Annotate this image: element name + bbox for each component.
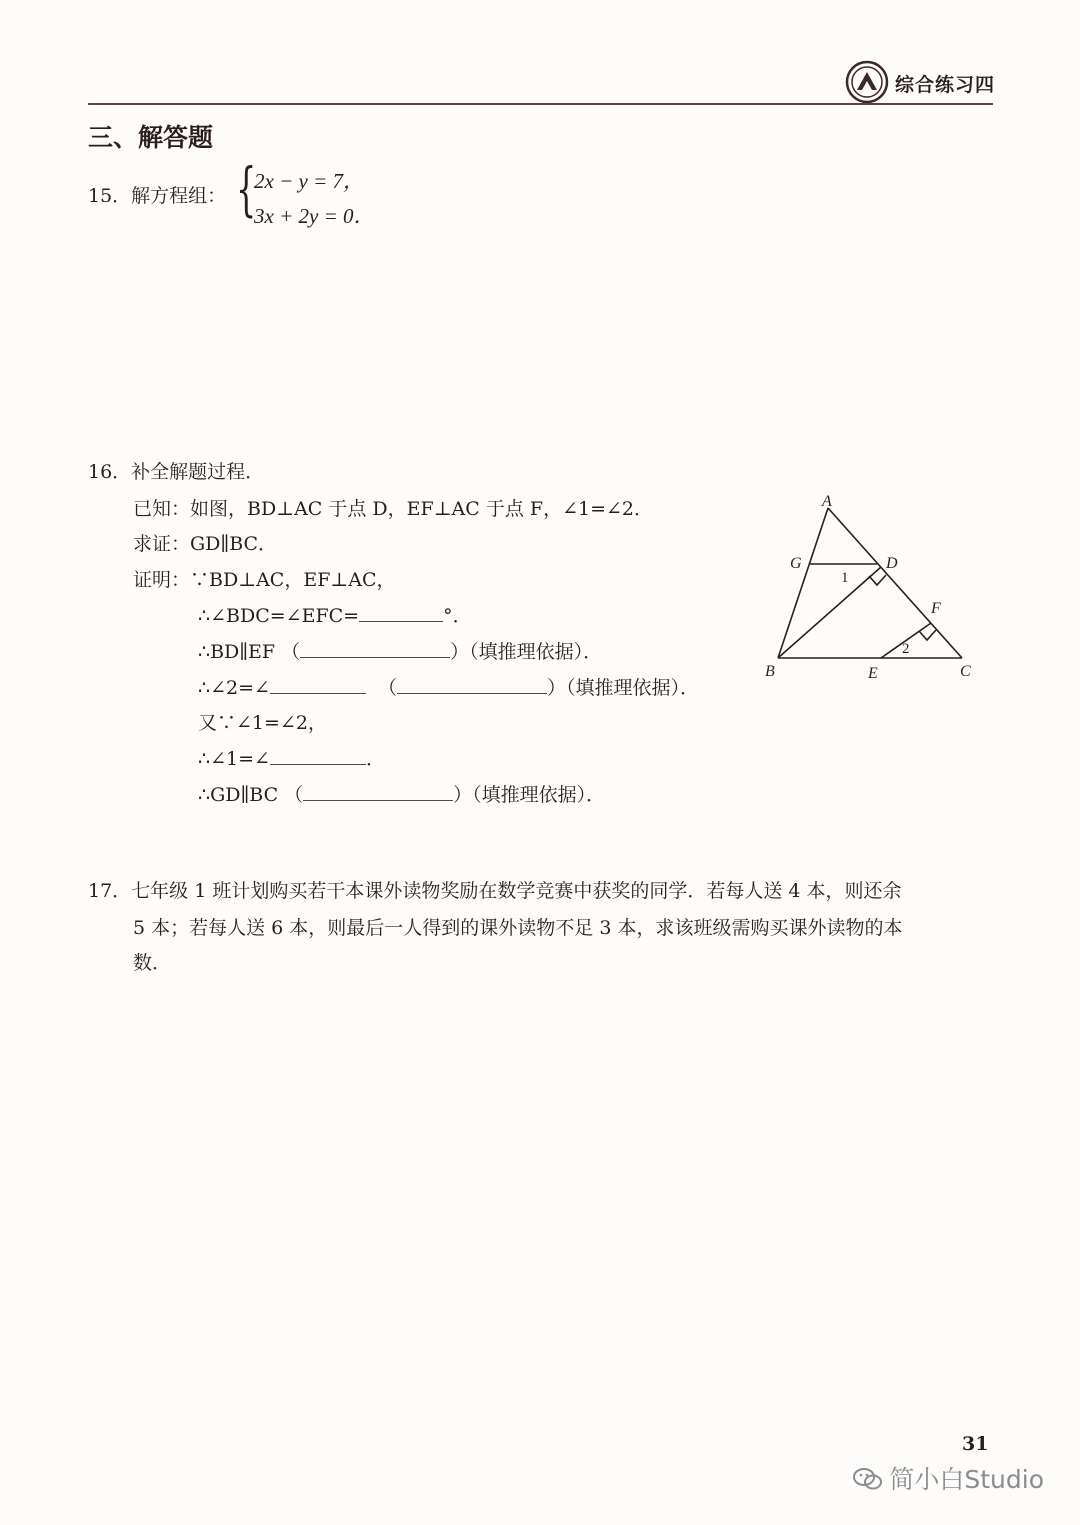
- proof-text: ∴∠BDC=∠EFC=: [198, 605, 360, 627]
- q17-line-1: 17．七年级 1 班计划购买若干本课外读物奖励在数学竞赛中获奖的同学．若每人送 4 本，则还余: [88, 880, 902, 902]
- proof-text: ∴∠2=∠: [198, 677, 270, 699]
- proof-text: ∴BD∥EF （: [198, 641, 301, 663]
- q17-line-3: 数．: [133, 952, 172, 974]
- label-D: D: [886, 555, 898, 572]
- q17-line-2: 5 本；若每人送 6 本，则最后一人得到的课外读物不足 3 本，求该班级需购买课外读物的本: [133, 917, 903, 939]
- angle-1-label: 1: [841, 570, 849, 586]
- watermark-text: 简小白Studio: [889, 1465, 1044, 1494]
- q16-proof-line-2: [198, 601, 472, 628]
- proof-text: ）（填推理依据）．: [450, 641, 603, 663]
- q15-label: 15．解方程组：: [88, 185, 227, 207]
- right-angle-mark-D: [869, 575, 886, 585]
- watermark: [853, 1460, 1044, 1496]
- proof-text: ）（填推理依据）．: [547, 677, 700, 699]
- blank-angle-name-2[interactable]: [270, 746, 366, 765]
- blank-reason-2[interactable]: [397, 675, 547, 694]
- blank-angle-degree[interactable]: [359, 603, 443, 622]
- label-A: A: [822, 493, 832, 510]
- proof-text: （: [378, 677, 398, 699]
- header-title: 综合练习四: [895, 74, 996, 96]
- proof-text: ）（填推理依据）．: [453, 784, 606, 806]
- q16-proof-line-4: [198, 673, 699, 700]
- publisher-logo-icon: [845, 60, 889, 104]
- header-divider: [88, 103, 993, 105]
- q16-proof-line-1: 证明：∵BD⊥AC，EF⊥AC，: [133, 569, 396, 591]
- proof-text: °．: [443, 605, 472, 627]
- q16-proof-line-5: 又∵∠1=∠2，: [198, 712, 327, 734]
- q16-given: 已知：如图，BD⊥AC 于点 D，EF⊥AC 于点 F，∠1=∠2．: [133, 498, 654, 520]
- q16-proof-line-3: [198, 637, 602, 664]
- label-G: G: [790, 555, 802, 572]
- label-E: E: [868, 665, 878, 682]
- label-C: C: [960, 663, 971, 680]
- q15-equation-1: 2x − y = 7，: [254, 169, 364, 193]
- label-B: B: [765, 663, 775, 680]
- q15-equation-2: 3x + 2y = 0．: [254, 204, 375, 228]
- proof-text: ∴∠1=∠: [198, 748, 270, 770]
- proof-text: ∴GD∥BC （: [198, 784, 304, 806]
- q16-prove: 求证：GD∥BC．: [133, 533, 278, 555]
- q16-label: 16．补全解题过程．: [88, 461, 265, 483]
- proof-text: ．: [365, 748, 385, 770]
- section-title: 三、解答题: [88, 123, 214, 152]
- equation-brace: {: [236, 155, 257, 223]
- blank-reason-3[interactable]: [303, 782, 453, 801]
- q16-proof-line-7: [198, 780, 605, 807]
- wechat-icon: [853, 1467, 883, 1491]
- triangle-figure: [755, 488, 985, 688]
- label-F: F: [931, 600, 941, 617]
- blank-angle-name-1[interactable]: [270, 675, 366, 694]
- right-angle-mark-F: [919, 630, 936, 640]
- angle-2-label: 2: [902, 641, 910, 657]
- q16-proof-line-6: [198, 744, 385, 771]
- blank-reason-1[interactable]: [300, 639, 450, 658]
- page-number: 31: [962, 1433, 989, 1455]
